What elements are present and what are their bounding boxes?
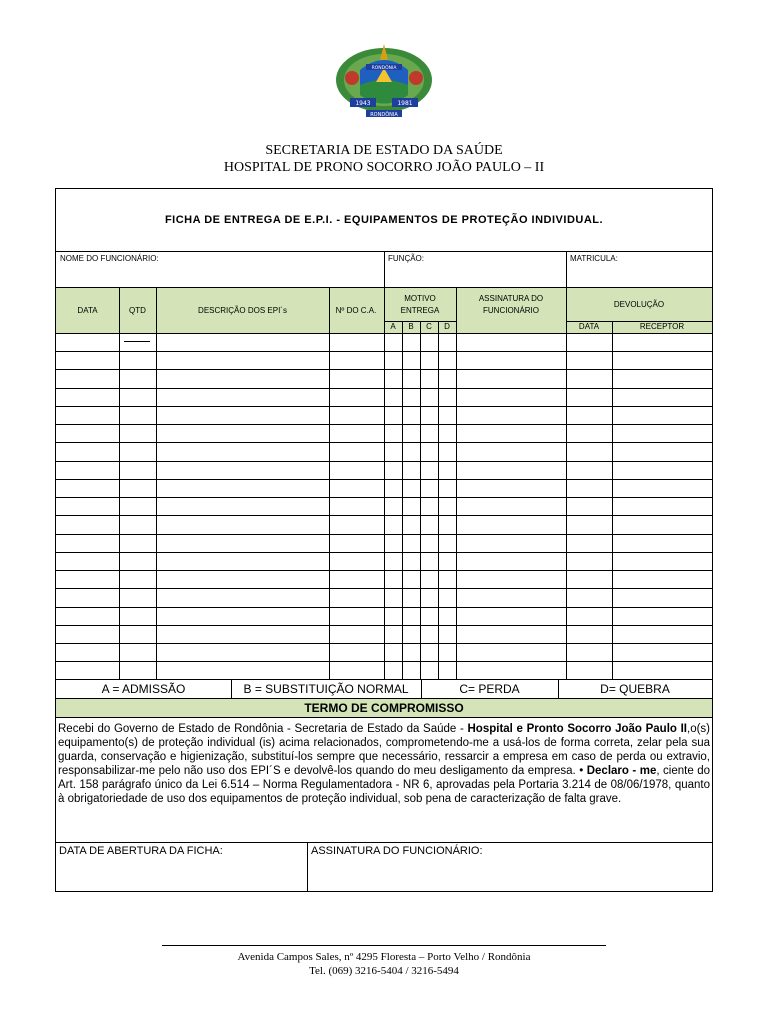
col-header-data: DATA bbox=[77, 305, 98, 315]
col-header-dev-receptor: RECEPTOR bbox=[639, 322, 685, 331]
col-header-assinatura: ASSINATURA DO FUNCIONÁRIO bbox=[478, 293, 544, 315]
legend-quebra: D= QUEBRA bbox=[600, 682, 670, 696]
legend-substituicao: B = SUBSTITUIÇÃO NORMAL bbox=[243, 682, 409, 696]
nome-funcionario-label: NOME DO FUNCIONÁRIO: bbox=[60, 254, 159, 263]
col-header-devolucao: DEVOLUÇÃO bbox=[613, 299, 665, 309]
assinatura-funcionario-label: ASSINATURA DO FUNCIONÁRIO: bbox=[311, 845, 483, 857]
col-header-dev-data: DATA bbox=[578, 322, 600, 331]
col-header-descricao: DESCRIÇÃO DOS EPI´s bbox=[198, 305, 287, 315]
logo-year-right: 1981 bbox=[397, 100, 413, 107]
data-abertura-label: DATA DE ABERTURA DA FICHA: bbox=[59, 845, 223, 857]
logo-text-top: RONDÔNIA bbox=[371, 66, 397, 71]
termo-title: TERMO DE COMPROMISSO bbox=[56, 699, 712, 717]
legend-perda: C= PERDA bbox=[459, 682, 520, 696]
header-secretaria: SECRETARIA DE ESTADO DA SAÚDE bbox=[265, 143, 503, 158]
col-header-motivo-b: B bbox=[408, 322, 414, 331]
logo-year-left: 1943 bbox=[355, 100, 371, 107]
rondonia-coat-of-arms-logo bbox=[330, 40, 438, 120]
logo-text-bottom: RONDÔNIA bbox=[370, 112, 398, 118]
col-header-motivo-d: D bbox=[444, 322, 450, 331]
footer-divider bbox=[162, 945, 606, 946]
epi-form bbox=[55, 188, 713, 892]
form-title: FICHA DE ENTREGA DE E.P.I. - EQUIPAMENTOS DE PROTEÇÃO INDIVIDUAL. bbox=[56, 189, 712, 252]
legend-admissao: A = ADMISSÃO bbox=[101, 682, 186, 696]
funcao-label: FUNÇÃO: bbox=[388, 254, 424, 263]
termo-text: Recebi do Governo de Estado de Rondônia - Secretaria de Estado da Saúde - Hospital e Pronto Socorro João Paulo II,o(s) equipamento(s) de proteção individual (is) acima relacionados, comprometendo-me a usá-los de forma correta, zelar pela sua guarda, conservação e higienização, substituí-los sempre que necessário, ressarcir a empresa em caso de perda ou extravio, responsabilizar-me pelo não uso dos EPI´S e devolvê-los quando do meu desligamento da empresa. • Declaro - me, ciente do Art. 158 parágrafo único da Lei 6.514 – Norma Regulamentadora - NR 6, aprovadas pela Portaria 3.214 de 08/06/1978, quanto à obrigatoriedade de uso dos equipamentos de proteção individual, sob pena de caracterização de falta grave. bbox=[58, 723, 710, 805]
matricula-label: MATRICULA: bbox=[570, 254, 618, 263]
footer-address: Avenida Campos Sales, nº 4295 Floresta – Porto Velho / Rondônia bbox=[237, 951, 531, 963]
col-header-motivo-a: A bbox=[390, 322, 396, 331]
col-header-motivo: MOTIVO ENTREGA bbox=[400, 293, 440, 315]
footer-phone: Tel. (069) 3216-5404 / 3216-5494 bbox=[309, 965, 459, 977]
header-hospital: HOSPITAL DE PRONO SOCORRO JOÃO PAULO – II bbox=[223, 160, 545, 175]
col-header-qtd: QTD bbox=[129, 305, 146, 315]
col-header-ca: Nº DO C.A. bbox=[335, 305, 377, 315]
col-header-motivo-c: C bbox=[426, 322, 432, 331]
